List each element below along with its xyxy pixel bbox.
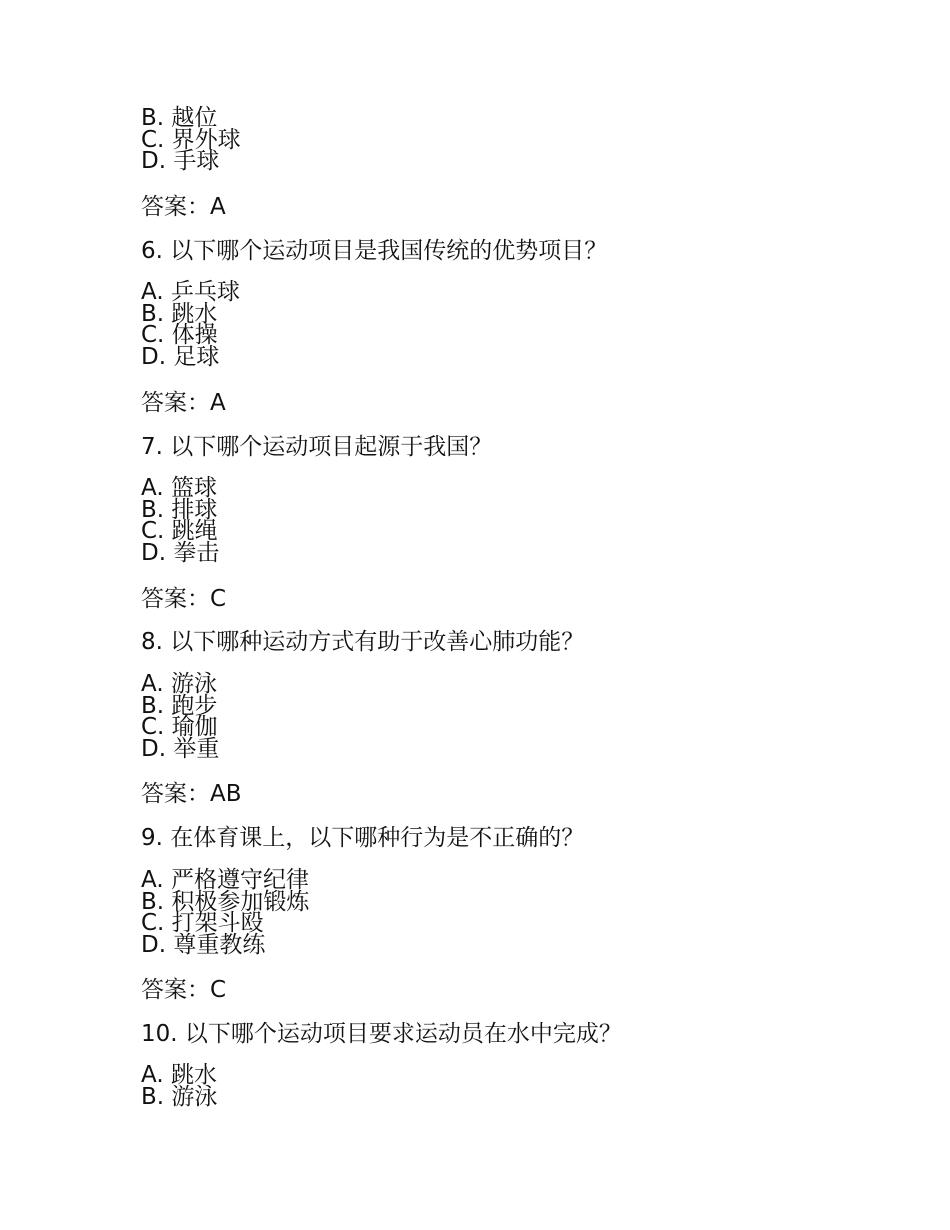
option: B. 积极参加锻炼 [141, 888, 310, 915]
option: D. 拳击 [141, 539, 220, 566]
option-list [141, 1062, 218, 1110]
question-stem: 6. 以下哪个运动项目是我国传统的优势项目？ [141, 238, 608, 264]
question-stem: 7. 以下哪个运动项目起源于我国？ [141, 434, 493, 460]
option: D. 足球 [141, 343, 220, 370]
option: B. 越位 [141, 105, 218, 131]
option: C. 打架斗殴 [141, 910, 264, 936]
option-list [141, 279, 240, 370]
option: C. 界外球 [141, 126, 241, 153]
answer-line: 答案：A [141, 194, 226, 220]
answer-line: 答案：A [141, 390, 226, 416]
answer-line: 答案：C [141, 977, 227, 1003]
answer-line: 答案：AB [141, 781, 242, 807]
option: A. 游泳 [141, 671, 217, 697]
option: C. 跳绳 [141, 518, 218, 544]
option: B. 排球 [141, 496, 218, 523]
option-list [141, 475, 220, 566]
option: A. 篮球 [141, 475, 217, 501]
option: A. 跳水 [141, 1062, 217, 1088]
question-stem: 10. 以下哪个运动项目要求运动员在水中完成？ [141, 1021, 622, 1047]
option: C. 瑜伽 [141, 714, 218, 740]
option: D. 手球 [141, 148, 220, 174]
option-list [141, 671, 220, 762]
option: C. 体操 [141, 322, 218, 348]
option: D. 举重 [141, 735, 220, 762]
option: B. 跑步 [141, 692, 218, 719]
option-list [141, 867, 310, 958]
question-stem: 8. 以下哪种运动方式有助于改善心肺功能？ [141, 629, 585, 655]
answer-line: 答案：C [141, 586, 227, 612]
option: A. 乒乓球 [141, 279, 240, 305]
option: A. 严格遵守纪律 [141, 867, 309, 893]
option: B. 游泳 [141, 1083, 218, 1110]
question-stem: 9. 在体育课上，以下哪种行为是不正确的？ [141, 825, 585, 851]
option: D. 尊重教练 [141, 931, 266, 958]
option-list [141, 105, 241, 174]
option: B. 跳水 [141, 300, 218, 327]
